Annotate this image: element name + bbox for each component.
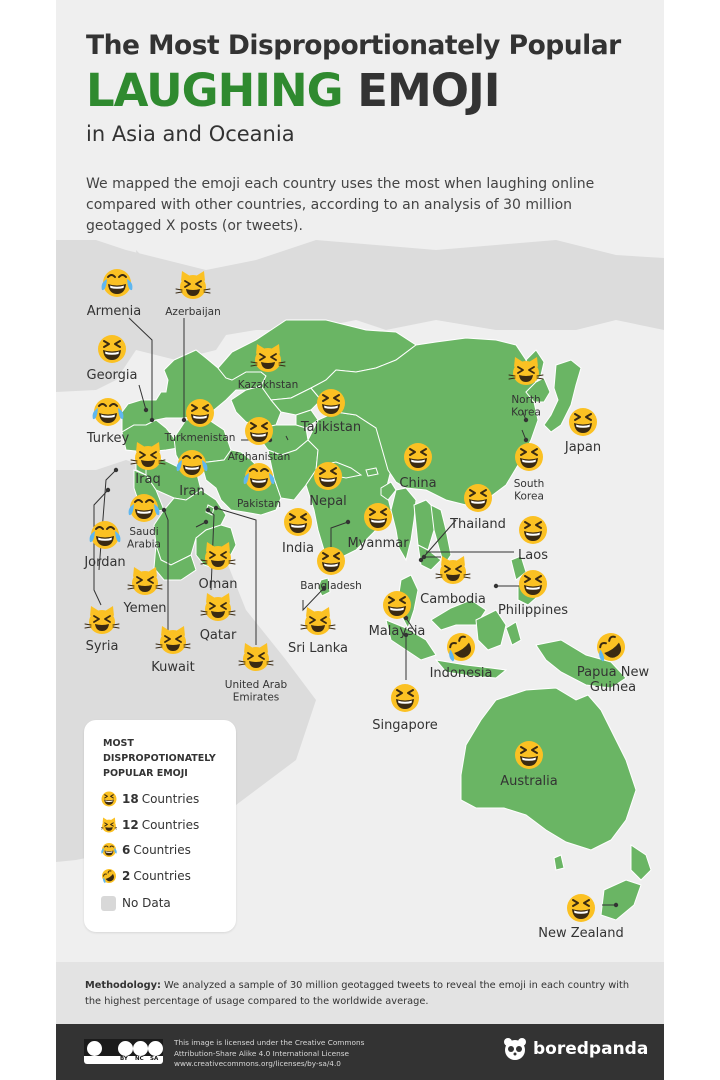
grinning-squinting-face-icon <box>284 508 312 536</box>
country-label: Bangladesh <box>300 580 362 592</box>
country-label: Singapore <box>372 718 438 733</box>
nodata-swatch <box>101 896 116 911</box>
legend-count: 12 <box>122 818 139 832</box>
grinning-squinting-face-icon <box>383 591 411 619</box>
grinning-squinting-face-icon <box>317 389 345 417</box>
country-label: New Zealand <box>538 926 624 941</box>
rolling-on-floor-laughing-icon <box>101 868 117 884</box>
country-marker-india <box>282 508 314 556</box>
country-label: Tajikistan <box>300 420 362 435</box>
country-marker-laos <box>518 516 548 563</box>
legend-item-grin <box>101 790 199 808</box>
country-marker-philippines <box>498 570 568 618</box>
intro-text: We mapped the emoji each country uses the most when laughing online compared with other countries, according to an analysis of 30 million geotagged X posts (or tweets). <box>86 176 595 234</box>
country-label: North Korea <box>511 394 541 419</box>
methodology-label: Methodology: <box>85 980 161 991</box>
grinning-squinting-face-icon <box>569 408 597 436</box>
grinning-squinting-face-icon <box>98 335 126 363</box>
grinning-squinting-face-icon <box>464 484 492 512</box>
country-marker-malaysia <box>369 591 426 639</box>
cc-tag-sa: SA <box>150 1056 159 1062</box>
country-label: Kazakhstan <box>237 379 299 391</box>
title-line-1: The Most Disproportionately Popular <box>86 30 621 61</box>
country-label: Indonesia <box>429 666 493 681</box>
country-label: Cambodia <box>420 592 486 607</box>
country-label: United Arab Emirates <box>224 679 288 704</box>
license-link[interactable]: www.creativecommons.org/licenses/by-sa/4.0 <box>174 1059 341 1068</box>
grinning-squinting-face-icon <box>404 443 432 471</box>
country-label: Turkey <box>86 431 130 446</box>
legend-nodata-label: No Data <box>122 896 171 910</box>
country-label: Nepal <box>309 494 347 509</box>
legend-count: 2 <box>122 869 131 883</box>
country-label: Malaysia <box>368 624 426 639</box>
country-label: Qatar <box>199 628 237 643</box>
cc-tag-nc: NC <box>135 1056 144 1062</box>
methodology-box <box>56 962 664 1024</box>
country-label: Turkmenistan <box>164 432 236 444</box>
country-label: Papua New Guinea <box>576 665 650 695</box>
cc-license-badge <box>84 1039 163 1064</box>
license-line: This image is licensed under the Creative Commons <box>174 1038 365 1047</box>
country-label: Iraq <box>135 472 161 487</box>
grinning-squinting-face-icon <box>519 516 547 544</box>
country-label: Azerbaijan <box>165 306 221 318</box>
grinning-cat-face-icon <box>101 817 117 833</box>
country-label: Sri Lanka <box>287 641 349 656</box>
brand-name: boredpanda <box>533 1039 649 1059</box>
country-label: Japan <box>564 440 602 455</box>
country-label: Afghanistan <box>227 451 291 463</box>
cc-nc-icon <box>133 1041 148 1056</box>
country-label: Australia <box>500 774 558 789</box>
country-label: Jordan <box>84 555 126 570</box>
legend-item-cat <box>101 816 199 834</box>
title-line-3: in Asia and Oceania <box>86 122 295 146</box>
cc-sa-icon <box>148 1041 163 1056</box>
country-marker-japan <box>564 408 601 455</box>
grinning-squinting-face-icon <box>317 547 345 575</box>
country-label: Iran <box>179 484 205 499</box>
cc-icon <box>87 1041 102 1056</box>
country-marker-singapore <box>372 684 438 733</box>
license-text <box>174 1038 364 1070</box>
country-label: Pakistan <box>237 498 281 510</box>
country-label: Syria <box>85 639 119 654</box>
grinning-squinting-face-icon <box>519 570 547 598</box>
title-laughing: LAUGHING <box>86 64 343 117</box>
tears-of-joy-face-icon <box>101 842 117 858</box>
country-marker-sri-lanka <box>288 607 348 656</box>
infographic <box>56 0 664 1080</box>
country-label: China <box>399 476 437 491</box>
country-label: Myanmar <box>347 536 409 551</box>
legend-item-joy <box>101 841 191 859</box>
cc-by-icon <box>118 1041 133 1056</box>
legend-label: Countries <box>133 869 191 883</box>
panda-icon <box>502 1036 528 1062</box>
methodology-text <box>85 978 645 1010</box>
grinning-squinting-face-icon <box>364 503 392 531</box>
legend-count: 18 <box>122 792 139 806</box>
legend <box>84 720 236 932</box>
country-label: India <box>282 541 314 556</box>
country-label: Armenia <box>86 304 142 319</box>
country-label: Georgia <box>86 368 138 383</box>
legend-label: Countries <box>141 792 200 806</box>
boredpanda-logo[interactable] <box>502 1036 648 1062</box>
cc-tag-by: BY <box>120 1056 128 1062</box>
grinning-cat-face-icon <box>301 607 335 635</box>
legend-item-rofl <box>101 867 191 885</box>
tears-of-joy-face-icon <box>93 398 124 426</box>
legend-count: 6 <box>122 843 131 857</box>
grinning-squinting-face-icon <box>515 443 543 471</box>
legend-label: Countries <box>133 843 191 857</box>
legend-item-nodata <box>101 894 171 912</box>
country-label: South Korea <box>513 478 545 503</box>
grinning-squinting-face-icon <box>515 741 543 769</box>
footer <box>56 1024 664 1080</box>
legend-title: MOST DISPROPOTIONATELY POPULAR EMOJI <box>103 738 216 779</box>
country-label: Philippines <box>497 603 569 618</box>
country-label: Laos <box>518 548 548 563</box>
grinning-squinting-face-icon <box>101 791 117 807</box>
country-label: Kuwait <box>151 660 195 675</box>
country-marker-south-korea <box>514 443 545 503</box>
title-emoji: EMOJI <box>357 64 500 117</box>
grinning-squinting-face-icon <box>314 462 342 490</box>
country-label: Thailand <box>450 517 506 532</box>
grinning-squinting-face-icon <box>567 894 595 922</box>
legend-label: Countries <box>141 818 200 832</box>
methodology-body: We analyzed a sample of 30 million geotagged tweets to reveal the emoji in each country with the highest percentage of usage compared to the worldwide average. <box>85 980 630 1007</box>
grinning-squinting-face-icon <box>186 399 214 427</box>
license-line: Attribution-Share Alike 4.0 International License <box>174 1048 350 1058</box>
country-label: Yemen <box>123 601 167 616</box>
country-label: Oman <box>198 577 238 592</box>
grinning-squinting-face-icon <box>391 684 419 712</box>
country-label: Saudi Arabia <box>127 526 161 551</box>
grinning-squinting-face-icon <box>245 417 273 445</box>
